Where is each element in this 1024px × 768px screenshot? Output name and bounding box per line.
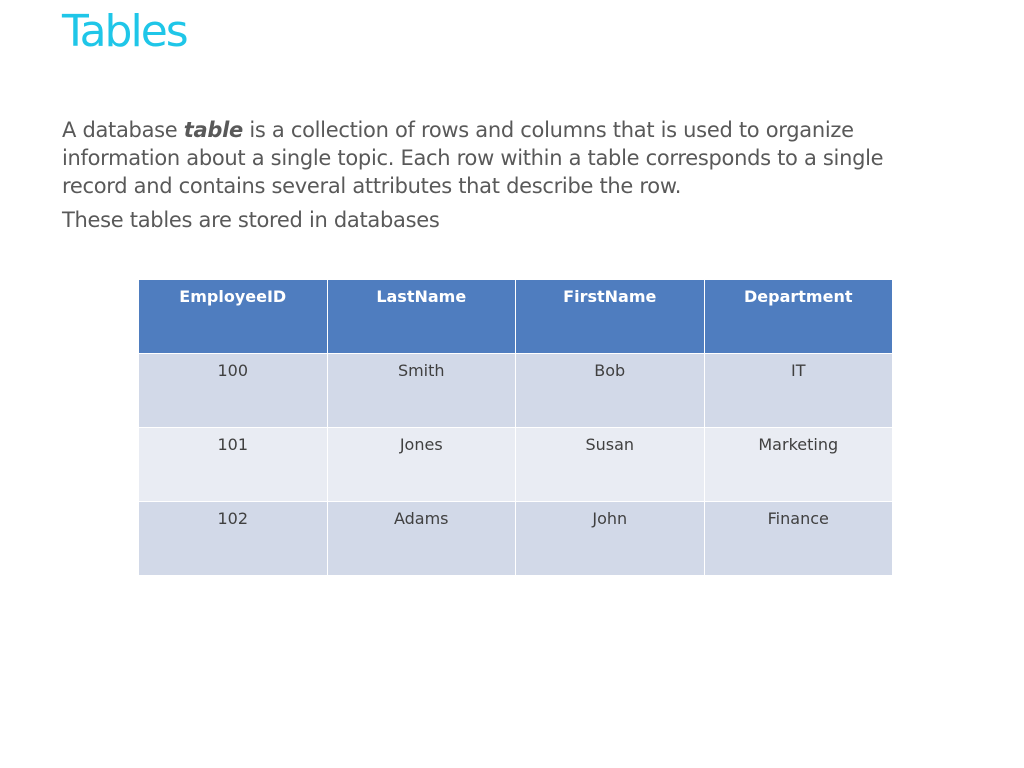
employee-table <box>138 279 893 576</box>
table-row <box>139 354 893 428</box>
cell-first-name: Bob <box>516 354 705 428</box>
cell-last-name: Jones <box>327 428 516 502</box>
intro-emphasis: table <box>183 118 243 142</box>
cell-employee-id: 100 <box>139 354 328 428</box>
slide-title: Tables <box>62 6 187 57</box>
intro-text-start: A database <box>62 118 184 142</box>
cell-employee-id: 101 <box>139 428 328 502</box>
column-header-department: Department <box>704 280 893 354</box>
table-row <box>139 428 893 502</box>
slide-body <box>62 116 922 234</box>
second-paragraph: These tables are stored in databases <box>62 208 440 232</box>
table-row <box>139 502 893 576</box>
cell-department: Finance <box>704 502 893 576</box>
cell-department: Marketing <box>704 428 893 502</box>
column-header-employee-id: EmployeeID <box>139 280 328 354</box>
cell-last-name: Adams <box>327 502 516 576</box>
cell-last-name: Smith <box>327 354 516 428</box>
cell-first-name: Susan <box>516 428 705 502</box>
cell-first-name: John <box>516 502 705 576</box>
intro-paragraph <box>62 116 922 200</box>
intro-text-end: is a collection of rows and columns that is used to organize information about a single topic. Each row within a table corresponds to a single record and contains several attributes that describe the row. <box>62 118 884 198</box>
cell-department: IT <box>704 354 893 428</box>
column-header-last-name: LastName <box>327 280 516 354</box>
table-header-row <box>139 280 893 354</box>
column-header-first-name: FirstName <box>516 280 705 354</box>
cell-employee-id: 102 <box>139 502 328 576</box>
